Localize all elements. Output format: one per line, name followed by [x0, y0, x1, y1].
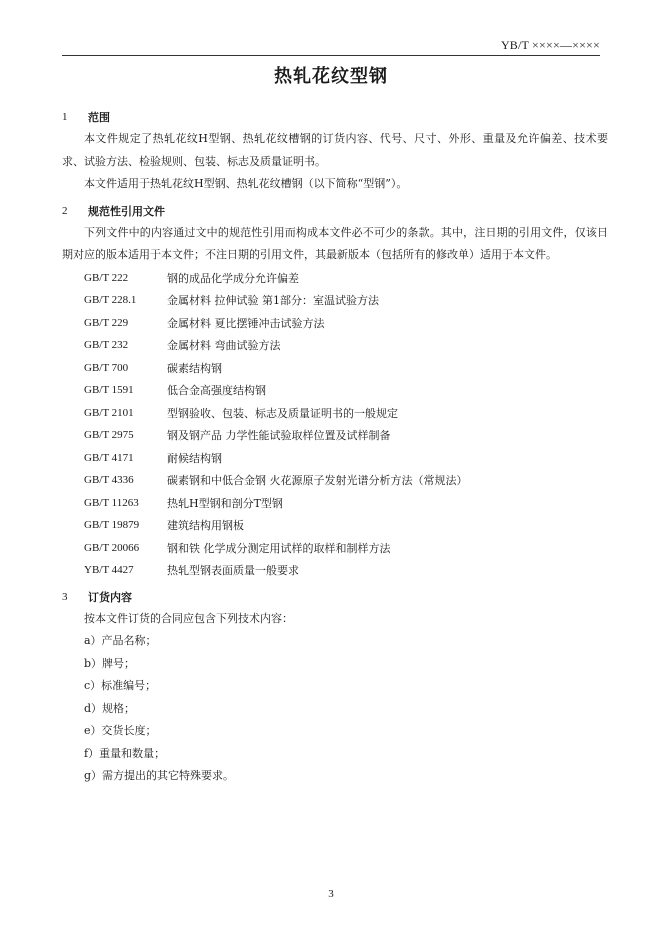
reference-title: 建筑结构用钢板 — [167, 519, 244, 533]
page-number: 3 — [328, 888, 334, 900]
reference-row — [84, 357, 608, 380]
reference-title: 低合金高强度结构钢 — [167, 384, 266, 398]
reference-code: GB/T 222 — [84, 271, 129, 284]
reference-title: 钢和铁 化学成分测定用试样的取样和制样方法 — [167, 541, 391, 555]
list-item: g）需方提出的其它特殊要求。 — [84, 769, 235, 782]
reference-row — [84, 312, 608, 335]
section-number: 2 — [62, 204, 68, 217]
section-number: 3 — [62, 590, 68, 603]
reference-row — [84, 469, 608, 492]
reference-row — [84, 334, 608, 357]
ordering-items-list — [84, 630, 608, 788]
header-standard-code: YB/T ××××—×××× — [500, 38, 600, 52]
reference-title: 钢的成品化学成分允许偏差 — [167, 271, 299, 285]
reference-row — [84, 402, 608, 425]
reference-title: 型钢验收、包装、标志及质量证明书的一般规定 — [167, 406, 398, 420]
reference-code: GB/T 700 — [84, 361, 129, 374]
document-title: 热轧花纹型钢 — [274, 66, 388, 87]
section-2-heading — [62, 200, 608, 222]
reference-title: 钢及钢产品 力学性能试验取样位置及试样制备 — [167, 429, 391, 443]
section-1-heading — [62, 106, 608, 128]
section-number: 1 — [62, 111, 68, 123]
reference-row — [84, 537, 608, 560]
section-title: 规范性引用文件 — [88, 204, 165, 218]
normative-references-intro: 下列文件中的内容通过文中的规范性引用而构成本文件必不可少的条款。其中，注日期的引用文件，仅该日期对应的版本适用于本文件；不注日期的引用文件，其最新版本（包括所有的修改单）适用于本文件。 — [62, 225, 608, 261]
reference-code: GB/T 19879 — [84, 519, 140, 532]
reference-code: GB/T 20066 — [84, 541, 140, 554]
reference-code: GB/T 232 — [84, 339, 129, 352]
reference-row — [84, 492, 608, 515]
reference-title: 金属材料 拉伸试验 第1部分：室温试验方法 — [167, 294, 379, 308]
reference-code: YB/T 4427 — [84, 564, 134, 577]
list-item: a）产品名称； — [84, 634, 157, 647]
reference-title: 金属材料 弯曲试验方法 — [167, 339, 281, 353]
list-item: f）重量和数量； — [84, 746, 166, 760]
reference-code: GB/T 2101 — [84, 406, 134, 419]
list-item: b）牌号； — [84, 656, 136, 670]
reference-title: 碳素结构钢 — [167, 361, 222, 375]
list-item: c）标准编号； — [84, 679, 157, 692]
scope-applicability-paragraph: 本文件适用于热轧花纹H型钢、热轧花纹槽钢（以下简称“型钢”）。 — [84, 177, 408, 190]
reference-title: 耐候结构钢 — [167, 451, 222, 465]
reference-title: 碳素钢和中低合金钢 火花源原子发射光谱分析方法（常规法） — [167, 474, 468, 488]
section-title: 订货内容 — [88, 590, 132, 604]
reference-title: 热轧型钢表面质量一般要求 — [167, 564, 299, 578]
section-title: 范围 — [88, 111, 110, 124]
reference-row — [84, 424, 608, 447]
header-rule — [62, 55, 600, 56]
reference-list — [84, 267, 608, 582]
ordering-intro: 按本文件订货的合同应包含下列技术内容： — [84, 611, 293, 625]
section-3-heading — [62, 586, 608, 608]
scope-paragraph: 本文件规定了热轧花纹H型钢、热轧花纹槽钢的订货内容、代号、尺寸、外形、重量及允许偏差、技术要求、试验方法、检验规则、包装、标志及质量证明书。 — [62, 132, 608, 168]
reference-row — [84, 379, 608, 402]
reference-title: 金属材料 夏比摆锤冲击试验方法 — [167, 316, 325, 330]
reference-code: GB/T 228.1 — [84, 294, 137, 307]
reference-code: GB/T 229 — [84, 316, 129, 329]
reference-code: GB/T 1591 — [84, 384, 134, 397]
reference-code: GB/T 2975 — [84, 429, 134, 442]
list-item: d）规格； — [84, 701, 136, 715]
reference-code: GB/T 4171 — [84, 451, 134, 464]
document-body — [62, 106, 608, 788]
reference-row — [84, 289, 608, 312]
reference-row — [84, 447, 608, 470]
reference-code: GB/T 4336 — [84, 474, 134, 487]
reference-row — [84, 267, 608, 290]
reference-code: GB/T 11263 — [84, 496, 139, 509]
reference-row — [84, 514, 608, 537]
reference-row — [84, 559, 608, 582]
list-item: e）交货长度； — [84, 724, 157, 737]
reference-title: 热轧H型钢和剖分T型钢 — [167, 496, 283, 510]
